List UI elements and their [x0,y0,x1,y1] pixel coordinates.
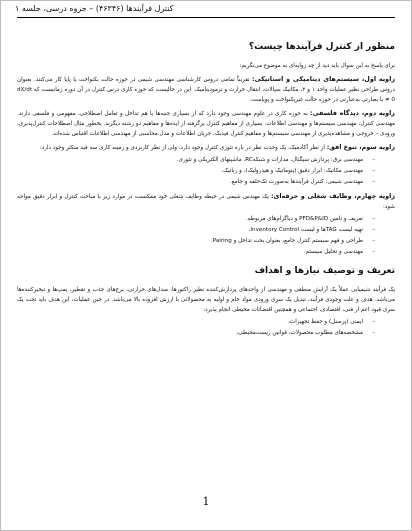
paragraph-2 [17,108,395,139]
section-2-paragraph: یک فرآیند شیمیایی عملاً یک آرایش منطقی و مهندسی از واحدهای پردازش‌کننده نظیر راکتورها، مبدل‌های حرارتی، برج‌های جذب و تقطیر، پمپ‌ها و تبخیرکننده‌ها می‌باشد. هدف و علت وجودی فرآیند، تبدیل یک سری ورودی مواد خام و اولیه به محصولاتی با ارزش افزوده بالا می‌باشد. در حین عملیات، این هدف باید تحت یک سری قیود اعم از فنی، اقتصادی، اجتماعی و همچنین اقتضائات محیطی انجام پذیرد: [17,287,395,313]
list-item: – مهندسی و تحلیل سیستم. [17,248,363,257]
list-item: – ایمنی (پرسنل) و حفظ تجهیزات، [17,318,363,327]
page-header: کنترل فرآیندها (۴۶۳۴۶) – جزوه درسی، جلسه ۱ [15,4,174,13]
paragraph-2-text: به حوزه کاری در علوم مهندسی وجود دارد که از بسیاری جنبه‌ها با هم تداخل و تعامل اصطلاحی، مفهومی و فلسفی دارند. مهندسی کنترل، مهندسی سیستم‌ها و مهندسی اطلاعات. بسیاری از مفاهیم کنترل برگرفته از ایده‌ها و مفاهیم دو رشته دیگرند. بخطور مثال اصطلاحات کنترل‌پذیری، ورودی – خروجی و مشاهده‌پذیری از مهندسی سیستم‌ها و مفاهیم کنترل فیدبک، جریان اطلاعات و مدل محاسبی از مهندسی اطلاعات اقتباس شده‌اند. [17,111,395,137]
list-item: – مهندسی برق: پردازش سیگنال، مدارات و شبکه‌RC، ماشینهای الکتریکی و تئوری. [17,156,363,165]
list-item: – طراحی و فهم سیستم کنترل جامع، بعنوان بحث تداخل و Pairing. [17,237,363,246]
list-item: – مهندسی مکانیک: ابزار دقیق (پنوماتیک و هیدرولیک)، و رباتیک. [17,167,363,176]
list-item: – تعریف و تامین PFD&P&ID و دیاگرام‌های مربوطه. [17,215,363,224]
page-body [17,41,395,342]
section-title-2: تعریف و توصیف نیازها و اهداف [254,266,395,276]
intro-paragraph: برای پاسخ به این سوال باید دید از چه زوایه‌ای به موضوع می‌نگریم: [239,63,395,69]
list-item: – مهندسی شیمی: کنترل فرآیندها به‌صورت تک‌حلقه و جامع. [17,178,363,187]
paragraph-3-text: از نظر آکادمیک، یک وحدت نظر در باره تئوری کنترل وجود دارد، ولی از نظر کاربردی و زمینه کاری سه قید متکثر وجود دارد: [39,145,325,151]
paragraph-1-text: تقریباً تمامی دروس کارشناسی مهندسی شیمی در حوزه حالت یکنواخت یا پایا کار می‌کنند. بعنوان دروس طراحی نظیر عملیات واحد ۱ و ۲، مکانیک سیالات، انتقال حرارت و ترمودینامیک. این در حالیست که حوزه کاری درس کنترل در آن دوره زمانیست که dX/dt ≠ 0 یا بعبارتی به‌عبارتی در حوزه حالت غیریکنواخت و پویاست. [17,77,395,103]
list-constraints [17,318,377,338]
list-engineering-fields [17,156,377,187]
paragraph-4-text: یک مهندس شیمی در حیطه وظایف شغلی خود ممکنست در موارد زیر با مباحث کنترل و ابزار دقیق مواجه شود: [17,194,395,210]
page-number: 1 [202,495,210,508]
paragraph-2-lead: زاویه دوم، دیدگاه فلسفی: [310,109,395,117]
list-item: – مشخصه‌های مطلوب محصولات، قوانین زیست‌محیطی، [17,329,363,338]
paragraph-4 [17,191,395,212]
paragraph-1-lead: زاویه اول، سیستم‌های دینامیکی و استاتیکی: [252,75,396,83]
paragraph-1 [17,74,395,105]
list-job-duties [17,215,377,257]
paragraph-4-lead: زاویه چهارم، وظایف شغلی و حرفه‌ای: [270,192,396,200]
paragraph-3 [17,142,395,153]
paragraph-3-lead: زاویه سوم، تنوع افق: [326,143,395,151]
section-title-1: منظور از کنترل فرآیندها چیست؟ [248,42,395,52]
list-item: – تهیه لیست TAGها و لیست Inventory Control. [17,226,363,235]
